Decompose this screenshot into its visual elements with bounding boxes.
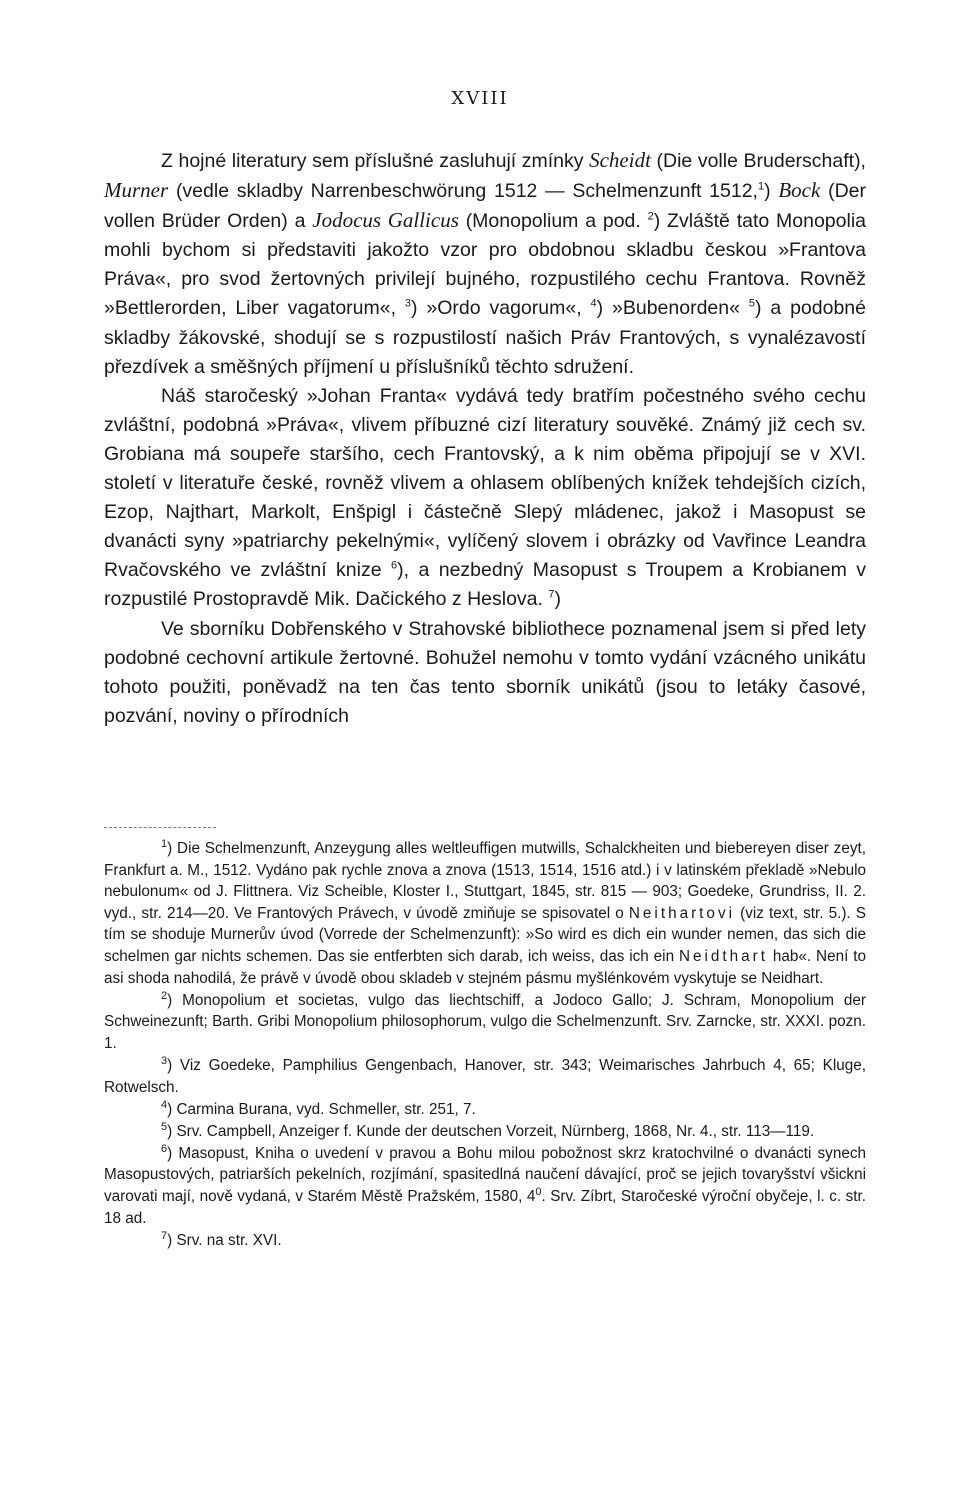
footnotes (104, 838, 866, 1252)
page-number: XVIII (451, 88, 509, 109)
footnote-3: $^3$) Viz Goedeke, Pamphilius Gengenbach, Hanover, str. 343; Weimarisches Jahrbuch 4, 65; Kluge, Rotwelsch. (104, 1054, 866, 1096)
author-murner: Murner (104, 178, 169, 203)
footnote-divider (104, 827, 216, 828)
footnote-1: $^1$) Die Schelmenzunft, Anzeygung alles weltleuffigen mutwills, Schalckheiten und biebereyen diser zeyt, Frankfurt a. M., 1512. Vydáno pak rychle znova a znova (1513, 1514, 1516 atd.) i v latinském překladě »Nebulo nebulonum« od J. Flittnera. Viz Scheible, Kloster I., Stuttgart, 1845, str. 815 — 903; Goedeke, Grundriss, II. 2. vyd., str. 214—20. Ve Frantových Právech, v úvodě zmiňuje se spisovatel o Neithartovi (viz text, str. 5.). S tím se shoduje Murnerův úvod (Vorrede der Schelmenzunft): »So wird es dich ein wunder nemen, das sich die schelmen gar nichts schemen. Das sie entferbten sich darab, ich weiss, das ich ein Neidthart hab«. Není to asi shoda nahodilá, že právě v úvodě obou skladeb v stejném pásmu myšlénkovém vyskytuje se Neidhart. (104, 837, 867, 987)
author-scheidt: Scheidt (589, 148, 651, 172)
paragraph-1: Z hojné literatury sem příslušné zasluhují zmínky Scheidt (Die volle Bruderschaft), Murner (vedle skladby Narrenbeschwörung 1512 — Schelmenzunft 1512,$^1$) Bock (Der vollen Brüder Orden) a Jodocus Gallicus (Monopolium a pod. $^2$) Zvláště tato Monopolia mohli bychom si představiti jakožto vzor pro obdobnou skladbu českou »Frantova Práva«, pro svod žertovných privilejí bujného, rozpustilého cechu Frantova. Rovněž »Bettlerorden, Liber vagatorum«, $^3$) »Ordo vagorum«, $^4$) »Bubenorden« $^5$) a podobné skladby žákovské, shodují se s rozpustilostí našich Práv Frantových, s vynalézavostí přezdívek a směšných příjmení u příslušníků těchto sdružení. (104, 148, 867, 378)
footnote-ref-6: 6 (391, 559, 398, 572)
footnote-5: $^5$) Srv. Campbell, Anzeiger f. Kunde der deutschen Vorzeit, Nürnberg, 1868, Nr. 4., str. 113—119. (161, 1120, 815, 1140)
author-jodocus: Jodocus Gallicus (312, 208, 459, 233)
footnote-ref-7: 7 (548, 588, 555, 601)
main-text (104, 146, 866, 731)
footnote-ref-1: 1 (757, 180, 765, 193)
footnote-ref-2: 2 (647, 210, 654, 223)
footnote-ref-3: 3 (404, 297, 412, 310)
footnote-ref-5: 5 (748, 297, 755, 310)
spaced-name-neidthart: Neidthart (678, 947, 769, 965)
footnote-ref-4: 4 (590, 297, 597, 310)
spaced-name-neithart: Neithartovi (628, 904, 735, 922)
paragraph-3: Ve sborníku Dobřenského v Strahovské bibliothece poznamenal jsem si před lety podobné cechovní artikule žertovné. Bohužel nemohu v tomto vydání vzácného unikátu tohoto použiti, poněvadž na ten čas tento sborník unikátů (jsou to letáky časové, pozvání, noviny o přírodních (104, 617, 866, 727)
author-bock: Bock (778, 178, 821, 203)
footnote-2: $^2$) Monopolium et societas, vulgo das liechtschiff, a Jodoco Gallo; J. Schram, Monopolium der Schweinezunft; Barth. Gribi Monopolium philosophorum, vulgo die Schelmenzunft. Srv. Zarncke, str. XXXI. pozn. 1. (104, 989, 866, 1052)
paragraph-2: Náš staročeský »Johan Franta« vydává tedy bratřím počestného svého cechu zvláštní, podobná »Práva«, vlivem příbuzné cizí literatury souvěké. Známý již cech sv. Grobiana má soupeře staršího, cech Frantovský, a k nim oběma připojují se v XVI. století v literatuře české, rovněž vlivem a ohlasem oblíbených knížek tehdejších cizích, Ezop, Najthart, Markolt, Enšpigl i částečně Slepý mládenec, jakož i Masopust se dvanácti syny »patriarchy pekelnými«, vylíčený slovem i obrázky od Vavřince Leandra Rvačovského ve zvláštní knize $^6$), a nezbedný Masopust s Troupem a Krobianem v rozpustilé Prostopravdě Mik. Dačického z Heslova. $^7$) (104, 384, 866, 611)
footnote-7: $^7$) Srv. na str. XVI. (161, 1229, 282, 1249)
footnote-6: $^6$) Masopust, Kniha o uvedení v pravou a Bohu milou pobožnost skrz kratochvilné o dvanácti synech Masopustových, patriarších pekelních, rozjímání, spasitedlná naučení dávající, proč se jejich tovaryšství všickni varovati mají, nově vydaná, v Starém Městě Pražském, 1580, $4^0$. Srv. Zíbrt, Staročeské výroční obyčeje, l. c. str. 18 ad. (104, 1142, 866, 1227)
footnote-4: $^4$) Carmina Burana, vyd. Schmeller, str. 251, 7. (161, 1098, 476, 1118)
